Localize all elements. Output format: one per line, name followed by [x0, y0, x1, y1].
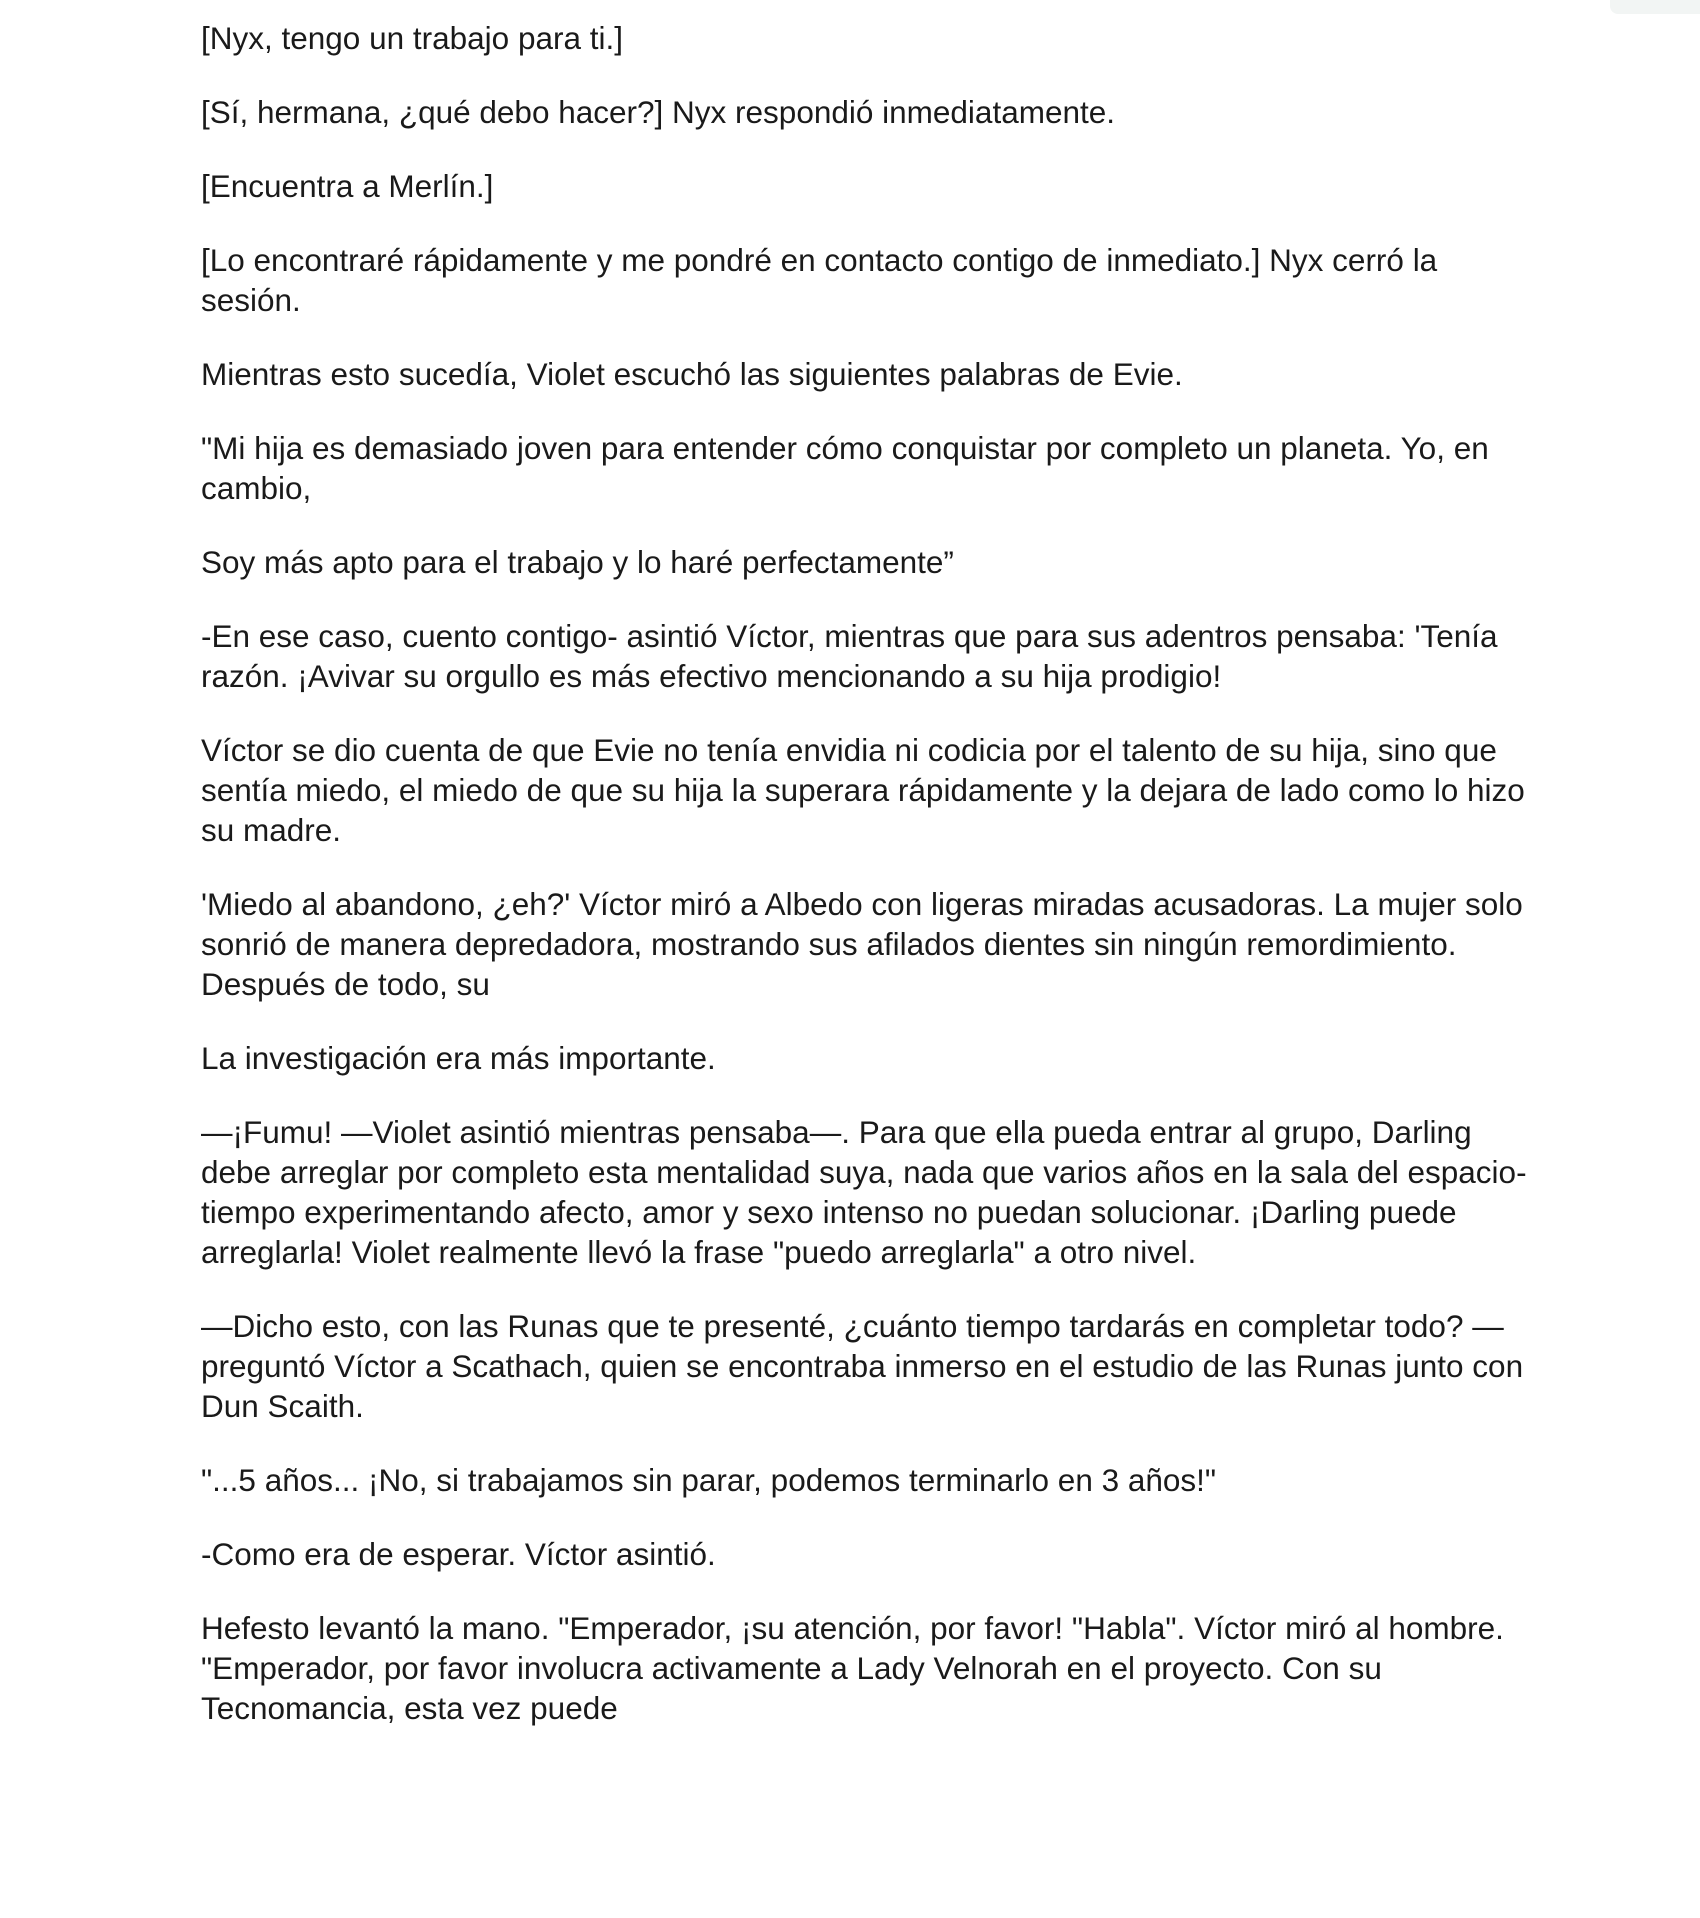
paragraph-5: Mientras esto sucedía, Violet escuchó las siguientes palabras de Evie. [201, 356, 1183, 392]
paragraph-8: -En ese caso, cuento contigo- asintió Víctor, mientras que para sus adentros pensaba: 'Tenía razón. ¡Avivar su orgullo es más efectivo mencionando a su hija prodigio! [201, 618, 1498, 694]
paragraph-14: "...5 años... ¡No, si trabajamos sin parar, podemos terminarlo en 3 años!" [201, 1462, 1217, 1498]
paragraph-1: [Nyx, tengo un trabajo para ti.] [201, 20, 623, 56]
paragraph-9: Víctor se dio cuenta de que Evie no tenía envidia ni codicia por el talento de su hija, sino que sentía miedo, el miedo de que su hija la superara rápidamente y la dejara de lado como lo hizo su madre. [201, 732, 1525, 848]
paragraph-16: Hefesto levantó la mano. "Emperador, ¡su atención, por favor! "Habla". Víctor miró al hombre. "Emperador, por favor involucra activamente a Lady Velnorah en el proyecto. Con su Tecnomancia, esta vez puede [201, 1610, 1504, 1726]
paragraph-6: "Mi hija es demasiado joven para entender cómo conquistar por completo un planeta. Yo, en cambio, [201, 430, 1489, 506]
paragraph-4: [Lo encontraré rápidamente y me pondré en contacto contigo de inmediato.] Nyx cerró la sesión. [201, 242, 1438, 318]
paragraph-10: 'Miedo al abandono, ¿eh?' Víctor miró a Albedo con ligeras miradas acusadoras. La mujer solo sonrió de manera depredadora, mostrando sus afilados dientes sin ningún remordimiento. Después de todo, su [201, 886, 1523, 1002]
text-body [201, 18, 1531, 1762]
paragraph-13: —Dicho esto, con las Runas que te presenté, ¿cuánto tiempo tardarás en completar todo? —preguntó Víctor a Scathach, quien se encontraba inmerso en el estudio de las Runas junto con Dun Scaith. [201, 1308, 1524, 1424]
paragraph-3: [Encuentra a Merlín.] [201, 168, 494, 204]
paragraph-12: —¡Fumu! —Violet asintió mientras pensaba—. Para que ella pueda entrar al grupo, Darling debe arreglar por completo esta mentalidad suya, nada que varios años en la sala del espacio-tiempo experimentando afecto, amor y sexo intenso no puedan solucionar. ¡Darling puede arreglarla! Violet realmente llevó la frase "puedo arreglarla" a otro nivel. [201, 1114, 1527, 1270]
corner-mark [1610, 0, 1700, 14]
paragraph-15: -Como era de esperar. Víctor asintió. [201, 1536, 716, 1572]
paragraph-11: La investigación era más importante. [201, 1040, 716, 1076]
paragraph-2: [Sí, hermana, ¿qué debo hacer?] Nyx respondió inmediatamente. [201, 94, 1116, 130]
paragraph-7: Soy más apto para el trabajo y lo haré perfectamente” [201, 544, 954, 580]
